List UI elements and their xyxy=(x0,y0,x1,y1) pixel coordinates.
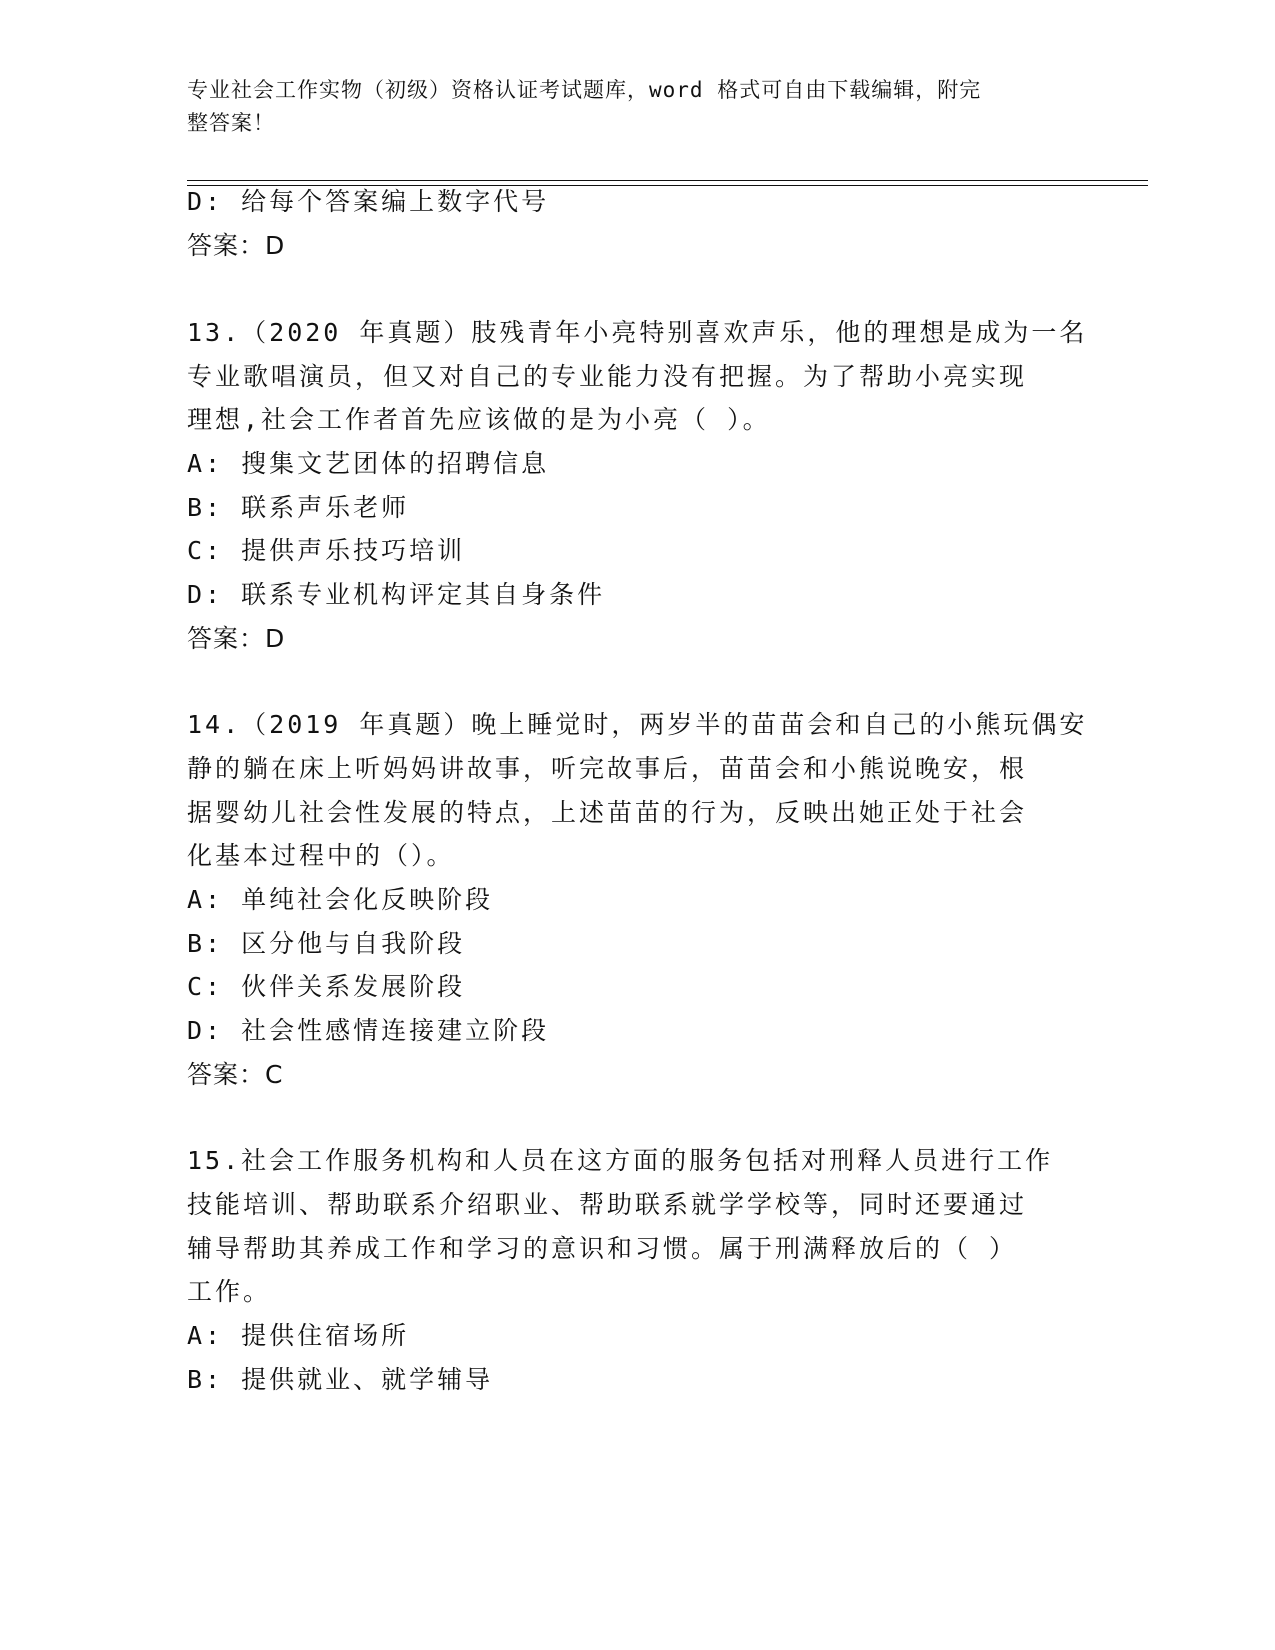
question-13-text-line: 专业歌唱演员，但又对自己的专业能力没有把握。为了帮助小亮实现 xyxy=(187,362,1028,391)
question-15-text-line: 工作。 xyxy=(187,1277,272,1306)
question-14-answer: 答案：C xyxy=(187,1060,284,1089)
header-line-1: 专业社会工作实物（初级）资格认证考试题库，word 格式可自由下载编辑，附完 xyxy=(187,78,982,102)
question-15-option-b: B: 提供就业、就学辅导 xyxy=(187,1365,494,1394)
question-15-option-a: A: 提供住宿场所 xyxy=(187,1321,410,1350)
question-13-option-a: A: 搜集文艺团体的招聘信息 xyxy=(187,449,550,478)
question-15-text-line: 辅导帮助其养成工作和学习的意识和习惯。属于刑满释放后的（ ） xyxy=(187,1234,1018,1263)
question-15-text-line: 15.社会工作服务机构和人员在这方面的服务包括对刑释人员进行工作 xyxy=(187,1146,1054,1175)
prev-question-answer: 答案：D xyxy=(187,231,286,260)
question-15-text-line: 技能培训、帮助联系介绍职业、帮助联系就学学校等，同时还要通过 xyxy=(187,1190,1028,1219)
question-14-text-line: 14.（2019 年真题）晚上睡觉时，两岁半的苗苗会和自己的小熊玩偶安 xyxy=(187,710,1088,739)
question-13-answer: 答案：D xyxy=(187,624,286,653)
header-line-2: 整答案！ xyxy=(187,111,275,135)
question-14-option-b: B: 区分他与自我阶段 xyxy=(187,929,466,958)
question-14-text-line: 化基本过程中的（）。 xyxy=(187,841,455,870)
question-14-option-c: C: 伙伴关系发展阶段 xyxy=(187,972,466,1001)
question-13-text-line: 13.（2020 年真题）肢残青年小亮特别喜欢声乐，他的理想是成为一名 xyxy=(187,318,1088,347)
question-14-text-line: 据婴幼儿社会性发展的特点，上述苗苗的行为，反映出她正处于社会 xyxy=(187,798,1028,827)
prev-question-option-d: D: 给每个答案编上数字代号 xyxy=(187,187,550,216)
question-13-option-c: C: 提供声乐技巧培训 xyxy=(187,536,466,565)
question-13-option-b: B: 联系声乐老师 xyxy=(187,493,410,522)
question-14-text-line: 静的躺在床上听妈妈讲故事，听完故事后，苗苗会和小熊说晚安，根 xyxy=(187,754,1028,783)
question-13-option-d: D: 联系专业机构评定其自身条件 xyxy=(187,580,606,609)
document-header xyxy=(187,74,1077,140)
question-14-option-d: D: 社会性感情连接建立阶段 xyxy=(187,1016,550,1045)
question-13-text-line: 理想,社会工作者首先应该做的是为小亮（ ）。 xyxy=(187,405,771,434)
question-14-option-a: A: 单纯社会化反映阶段 xyxy=(187,885,494,914)
